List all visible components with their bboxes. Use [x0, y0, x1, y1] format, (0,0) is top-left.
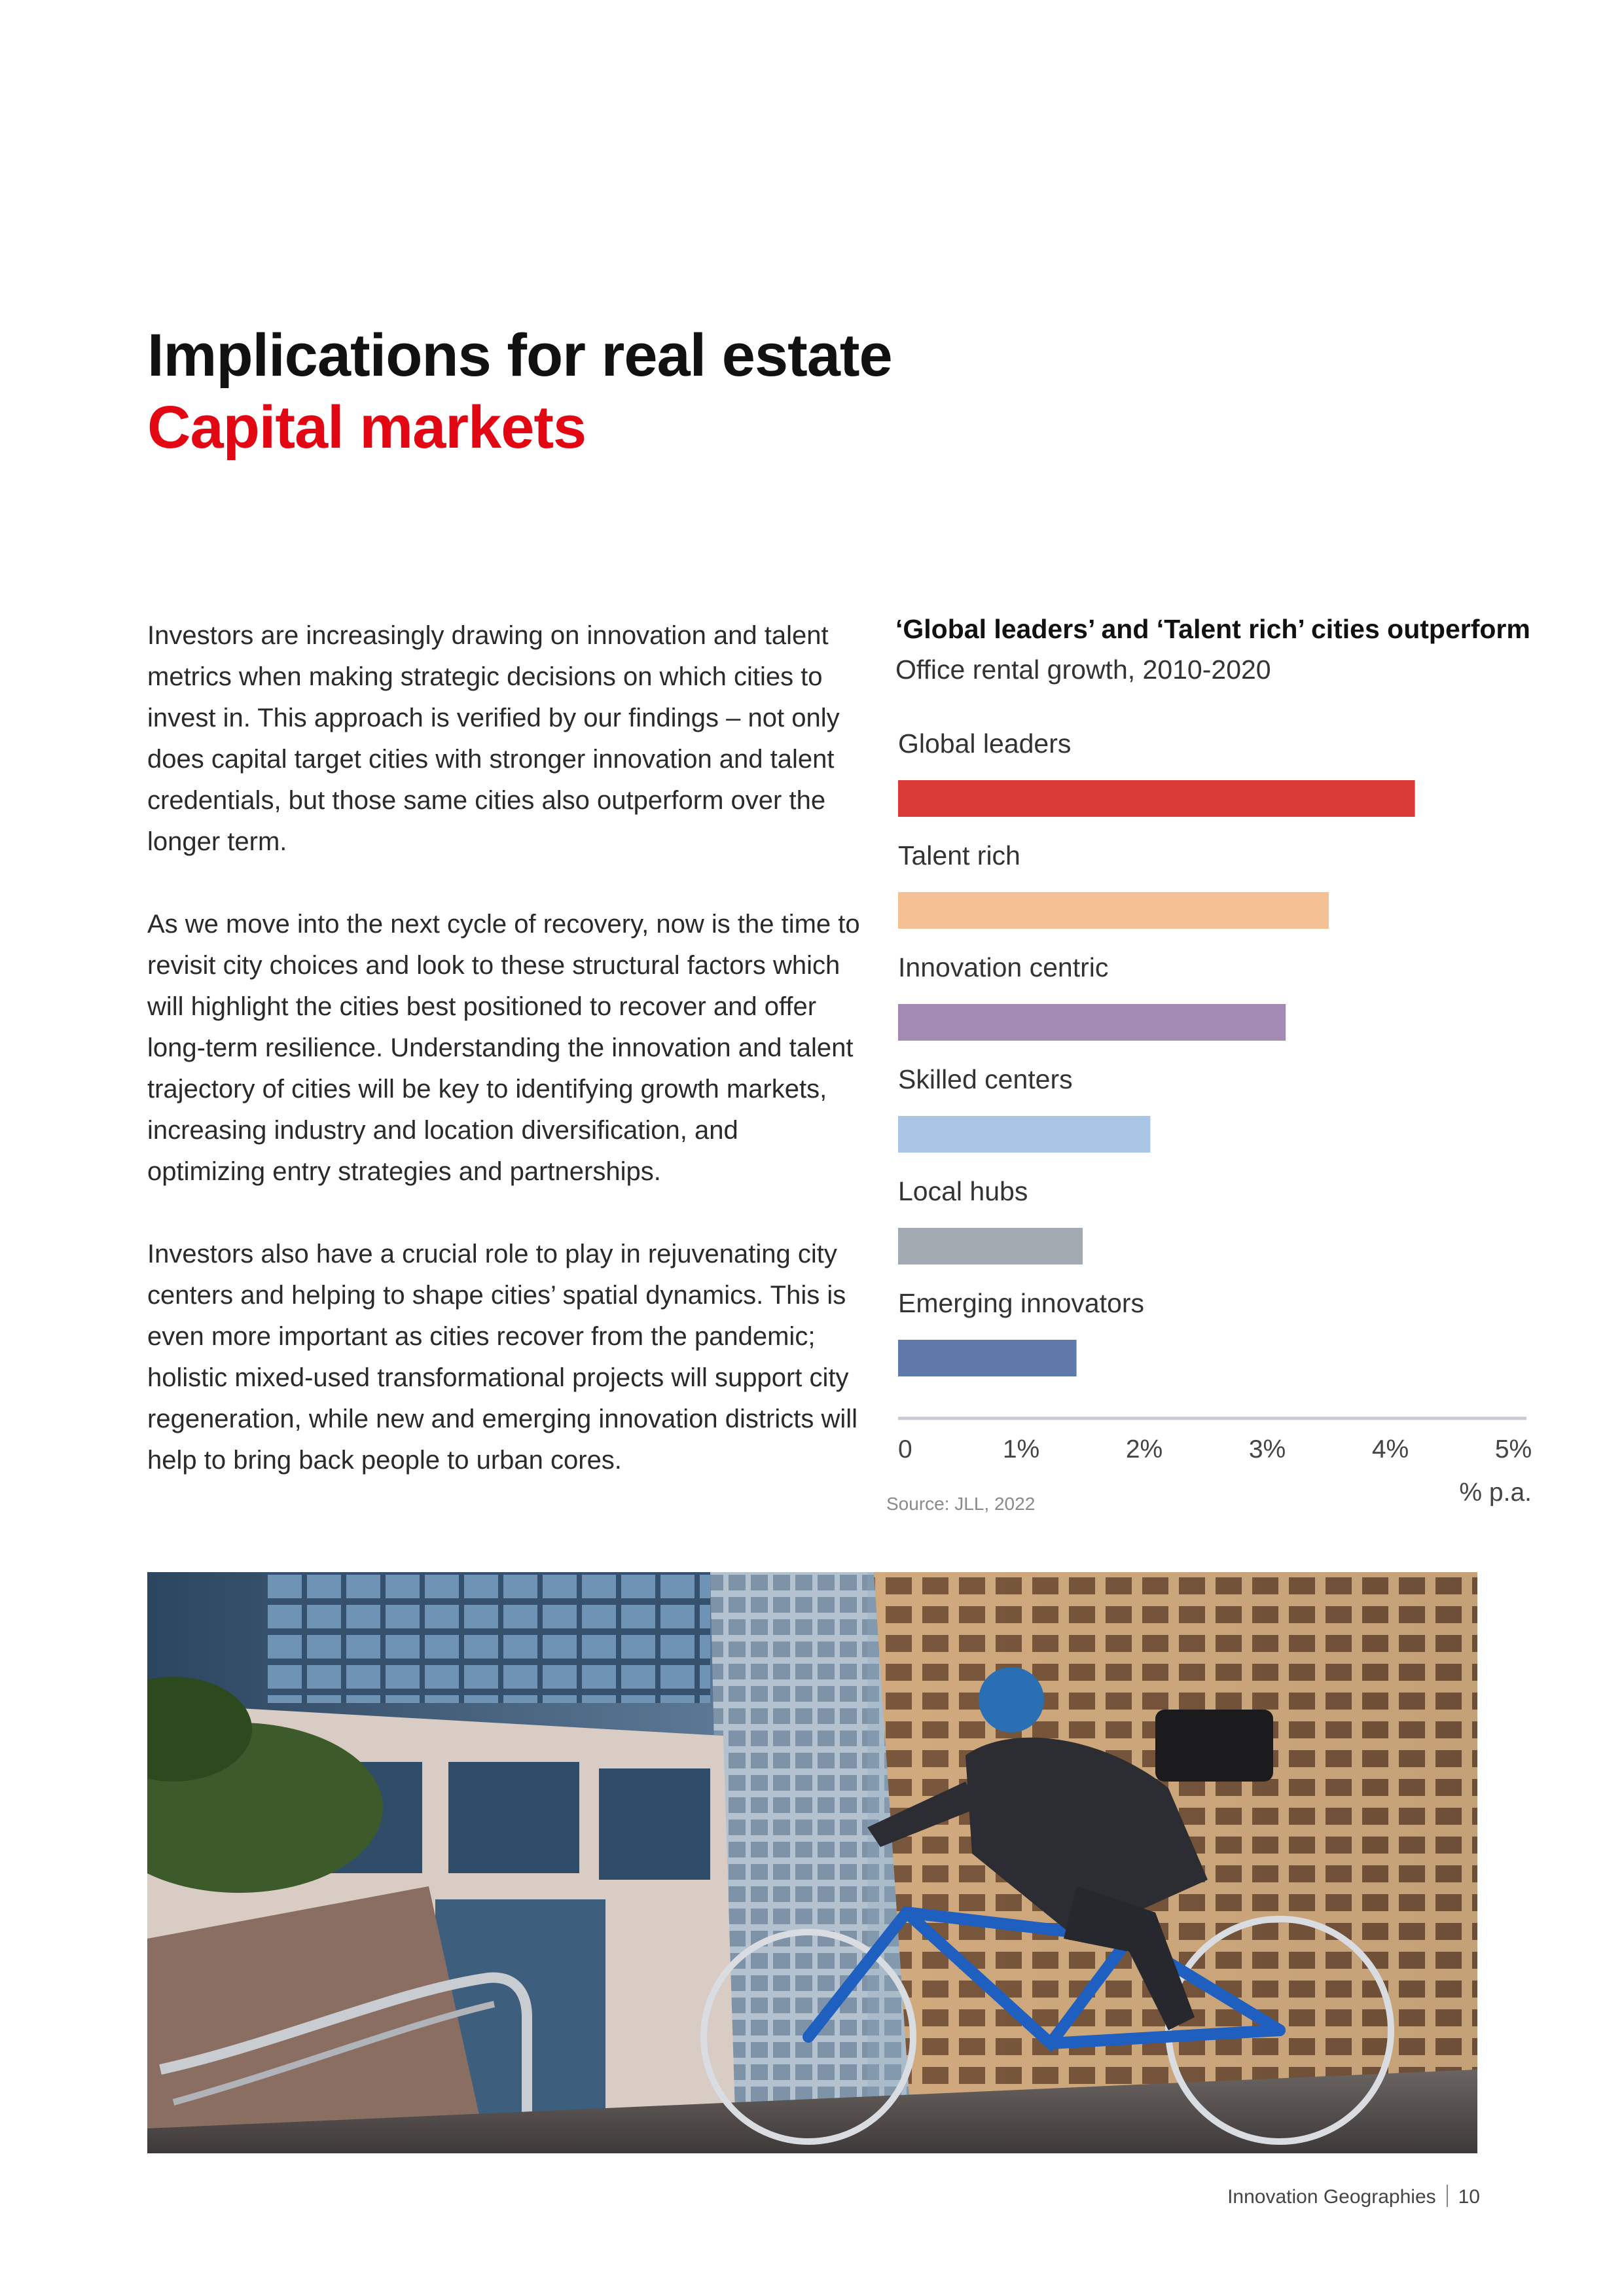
footer-divider [1447, 2185, 1448, 2207]
page-number: 10 [1458, 2186, 1480, 2208]
x-unit-label: % p.a. [1459, 1479, 1532, 1507]
bar-2 [898, 1004, 1286, 1041]
chart-source: Source: JLL, 2022 [886, 1494, 1036, 1514]
publication-name: Innovation Geographies [1227, 2186, 1436, 2208]
body-text [147, 615, 861, 1522]
paragraph-3: Investors also have a crucial role to play in rejuvenating city centers and helping to shape cities’ spatial dynamics. This is even more important as cities recover from the pandemic; holistic mixed-used transformational projects will support city regeneration, while new and emerging innovation districts will help to bring back people to urban cores. [147, 1240, 858, 1475]
photo-illustration [147, 1572, 1477, 2153]
bar-0 [898, 780, 1415, 817]
x-tick-label-3: 3% [1248, 1435, 1286, 1463]
chart-plot [851, 609, 1610, 1538]
x-tick-label-1: 1% [1002, 1435, 1040, 1463]
bar-label-2: Innovation centric [898, 952, 1109, 982]
chart-subtitle: Office rental growth, 2010-2020 [895, 655, 1271, 685]
x-tick-label-2: 2% [1125, 1435, 1163, 1463]
paragraph-1: Investors are increasingly drawing on innovation and talent metrics when making strategic decisions on which cities to invest in. This approach is verified by our findings – not only does capital target cities with stronger innovation and talent credentials, but those same cities also outperform over the longer term. [147, 621, 840, 856]
x-tick-label-0: 0 [898, 1435, 912, 1463]
bar-5 [898, 1340, 1077, 1376]
rental-growth-chart [851, 609, 1610, 1538]
heading-line-1: Implications for real estate [147, 322, 892, 389]
bar-3 [898, 1116, 1150, 1153]
bar-1 [898, 892, 1329, 929]
x-tick-label-5: 5% [1494, 1435, 1532, 1463]
bar-label-0: Global leaders [898, 728, 1072, 759]
bar-label-4: Local hubs [898, 1176, 1028, 1206]
x-tick-label-4: 4% [1371, 1435, 1409, 1463]
page-footer [1227, 2185, 1480, 2208]
bar-label-1: Talent rich [898, 840, 1020, 870]
chart-title: ‘Global leaders’ and ‘Talent rich’ cities outperform [895, 614, 1530, 644]
cyclist-in-city-photo [147, 1572, 1477, 2153]
paragraph-2: As we move into the next cycle of recovery, now is the time to revisit city choices and look to these structural factors which will highlight the cities best positioned to recover and offer long-term resilience. Understanding the innovation and talent trajectory of cities will be key to identifying growth markets, increasing industry and location diversification, and optimizing entry strategies and partnerships. [147, 910, 860, 1186]
page-heading [147, 319, 892, 463]
bar-4 [898, 1228, 1083, 1265]
bar-label-3: Skilled centers [898, 1064, 1073, 1094]
bar-label-5: Emerging innovators [898, 1288, 1145, 1318]
heading-line-2: Capital markets [147, 394, 586, 461]
